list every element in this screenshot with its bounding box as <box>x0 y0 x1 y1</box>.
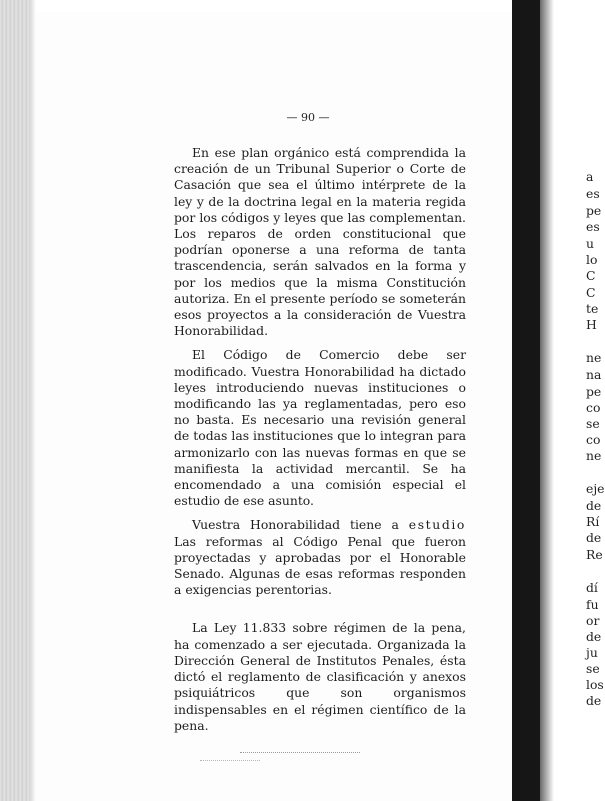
facing-fragment: a <box>586 169 594 184</box>
facing-fragment: fu <box>586 597 599 612</box>
paragraph-lead: Vuestra Honorabilidad tiene a <box>192 517 399 533</box>
facing-fragment: u <box>586 236 594 251</box>
facing-fragment: los <box>586 677 604 692</box>
facing-fragment: se <box>586 661 600 676</box>
scan-artifact <box>240 752 360 754</box>
page-number: — 90 — <box>286 111 330 124</box>
facing-fragment: se <box>586 416 600 431</box>
facing-fragment: na <box>586 367 602 382</box>
facing-fragment: pe <box>586 384 602 399</box>
facing-page-fragments <box>586 0 605 801</box>
facing-fragment: de <box>586 693 602 708</box>
facing-fragment: pe <box>586 203 602 218</box>
facing-fragment: co <box>586 432 601 447</box>
paragraph-codigo-penal <box>174 517 466 598</box>
facing-fragment: de <box>586 530 602 545</box>
facing-fragment: ne <box>586 350 602 365</box>
facing-fragment: co <box>586 400 601 415</box>
facing-fragment: ju <box>586 645 598 660</box>
paragraph-casacion: En ese plan orgánico está comprendida la creación de un Tribunal Superior o Corte de Casación que sea el último intérprete de la ley y de la doctrina legal en la materia regida por los códigos y leyes que las complementan. Los reparos de orden constitucional que podrían oponerse a una reforma de tanta trascendencia, serán salvados en la forma y por los medios que la misma Constitución autoriza. En el presente período se someterán esos proyectos a la consideración de Vuestra Honorabilidad. <box>174 145 466 339</box>
facing-fragment: Rí <box>586 514 600 529</box>
scan-artifact <box>200 760 260 762</box>
facing-fragment: H <box>586 317 597 332</box>
page-body <box>174 145 466 742</box>
facing-fragment: es <box>586 186 600 201</box>
facing-fragment: C <box>586 268 596 283</box>
facing-fragment: eje <box>586 481 605 496</box>
paragraph-ley-11833: La Ley 11.833 sobre régimen de la pena, ha comenzado a ser ejecutada. Organizada la Dirección General de Institutos Penales, ésta dictó el reglamento de clasificación y anexos psiquiátricos que son organismos indispensables en el régimen científico de la pena. <box>174 620 466 733</box>
facing-fragment: or <box>586 613 600 628</box>
scan-left-edge <box>0 0 30 801</box>
facing-fragment: ne <box>586 448 602 463</box>
facing-fragment: C <box>586 285 596 300</box>
spine-fade <box>540 0 554 801</box>
facing-fragment: de <box>586 498 602 513</box>
book-spine-shadow <box>512 0 542 801</box>
facing-fragment: Re <box>586 547 603 562</box>
facing-fragment: te <box>586 301 599 316</box>
paragraph-codigo-comercio: El Código de Comercio debe ser modificado. Vuestra Honorabilidad ha dictado leyes introduciendo nuevas instituciones o modificando las ya reglamentadas, pero eso no basta. Es necesario una revisión general de todas las instituciones que lo integran para armonizarlo con las nuevas formas en que se manifiesta la actividad mercantil. Se ha encomendado a una comisión especial el estudio de ese asunto. <box>174 347 466 509</box>
paragraph-rest: Las reformas al Código Penal que fueron proyectadas y aprobadas por el Honorable Senado. Algunas de esas reformas responden a exigencias perentorias. <box>174 533 466 598</box>
spaced-word: estudio <box>408 517 466 533</box>
facing-fragment: dí <box>586 580 598 595</box>
facing-fragment: es <box>586 219 600 234</box>
facing-fragment: de <box>586 629 602 644</box>
facing-fragment: lo <box>586 252 598 267</box>
